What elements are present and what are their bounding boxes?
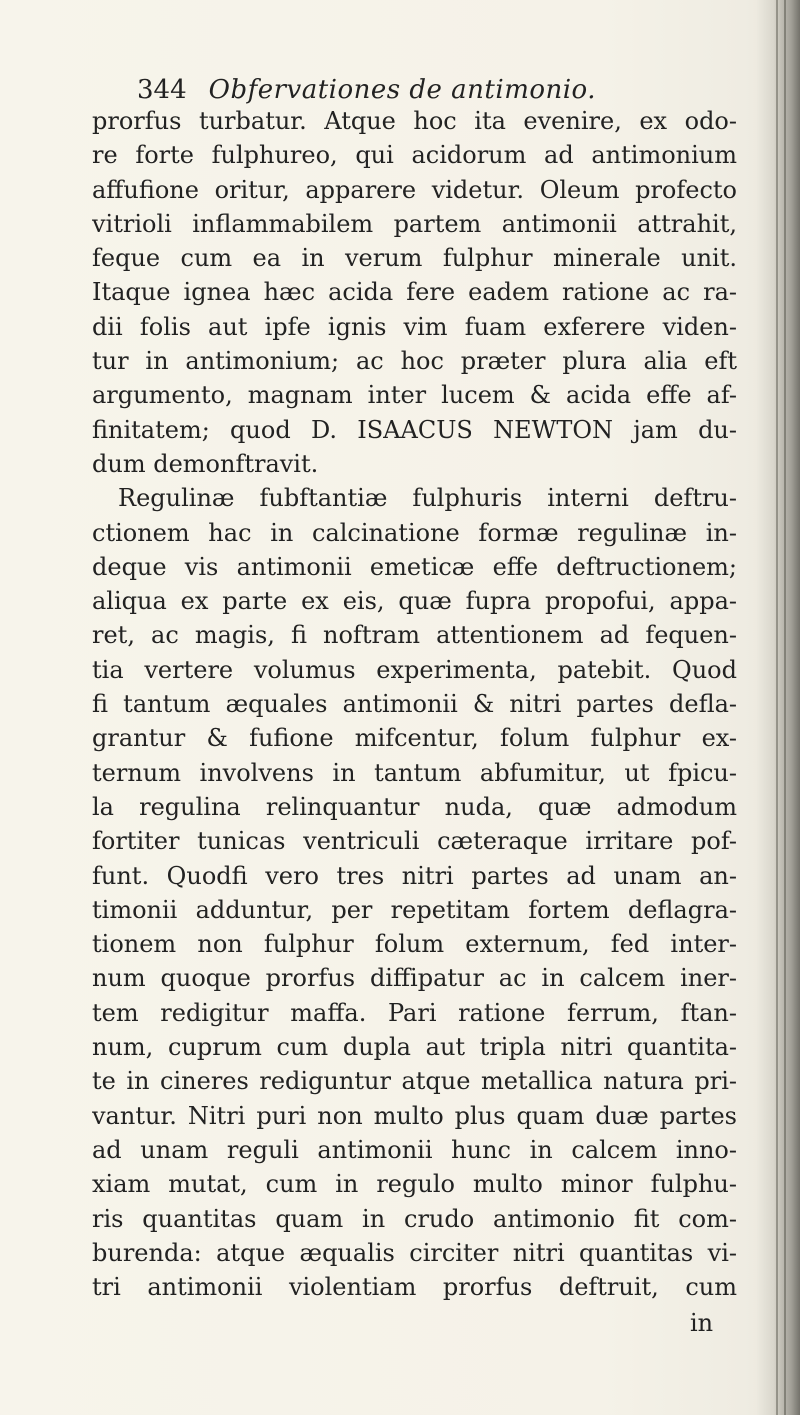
catchword: in — [690, 1309, 714, 1337]
page-header — [137, 72, 697, 108]
text-line: la regulina relinquantur nuda, quæ admodum — [92, 792, 737, 821]
text-line: deque vis antimonii emeticæ effe deftructionem; — [92, 552, 737, 581]
text-line: re forte fulphureo, qui acidorum ad antimonium — [92, 141, 737, 170]
text-line: num quoque prorfus diffipatur ac in calcem iner- — [92, 964, 737, 993]
body-text — [92, 104, 737, 1304]
text-line: num, cuprum cum dupla aut tripla nitri quantita- — [92, 1033, 737, 1062]
text-line: tem redigitur maffa. Pari ratione ferrum, ftan- — [92, 998, 737, 1027]
text-line: fortiter tunicas ventriculi cæteraque irritare pof- — [92, 827, 737, 856]
text-line: feque cum ea in verum fulphur minerale unit. — [92, 244, 737, 273]
text-line: xiam mutat, cum in regulo multo minor fulphu- — [92, 1170, 737, 1199]
text-line: vantur. Nitri puri non multo plus quam duæ partes — [92, 1101, 737, 1130]
page-number: 344 — [137, 75, 187, 105]
text-line: aliqua ex parte ex eis, quæ fupra propofui, appa- — [92, 587, 737, 616]
text-line: ret, ac magis, fi noftram attentionem ad fequen- — [92, 621, 737, 650]
text-line: te in cineres rediguntur atque metallica natura pri- — [92, 1067, 737, 1096]
text-line: affufione oritur, apparere videtur. Oleum profecto — [92, 175, 737, 204]
text-line: argumento, magnam inter lucem & acida effe af- — [92, 381, 737, 410]
page-edge-shadow — [756, 0, 800, 1415]
text-line: tia vertere volumus experimenta, patebit. Quod — [92, 655, 737, 684]
text-line: vitrioli inflammabilem partem antimonii attrahit, — [92, 209, 737, 238]
text-line: ctionem hac in calcinatione formæ regulinæ in- — [92, 518, 737, 547]
text-line: Itaque ignea hæc acida fere eadem ratione ac ra- — [92, 278, 737, 307]
text-line: ris quantitas quam in crudo antimonio fit com- — [92, 1204, 737, 1233]
text-line: funt. Quodfi vero tres nitri partes ad unam an- — [92, 861, 737, 890]
text-line: fi tantum æquales antimonii & nitri partes defla- — [92, 690, 737, 719]
text-line: timonii adduntur, per repetitam fortem deflagra- — [92, 895, 737, 924]
text-line: ternum involvens in tantum abfumitur, ut fpicu- — [92, 758, 737, 787]
text-line: tri antimonii violentiam prorfus deftruit, cum — [92, 1273, 737, 1302]
text-line: prorfus turbatur. Atque hoc ita evenire, ex odo- — [92, 107, 737, 135]
text-line: burenda: atque æqualis circiter nitri quantitas vi- — [92, 1238, 737, 1267]
text-line: finitatem; quod D. ISAACUS NEWTON jam du- — [92, 415, 737, 444]
text-line: ad unam reguli antimonii hunc in calcem inno- — [92, 1135, 737, 1164]
text-line: Regulinæ fubftantiæ fulphuris interni deftru- — [118, 484, 737, 513]
running-title: Obfervationes de antimonio. — [208, 75, 597, 105]
text-line: dii folis aut ipfe ignis vim fuam exferere viden- — [92, 312, 737, 341]
text-line: tionem non fulphur folum externum, fed inter- — [92, 930, 737, 959]
text-line: tur in antimonium; ac hoc præter plura alia eft — [92, 347, 737, 376]
text-line: dum demonftravit. — [92, 449, 319, 478]
text-line: grantur & fufione mifcentur, folum fulphur ex- — [92, 724, 737, 753]
